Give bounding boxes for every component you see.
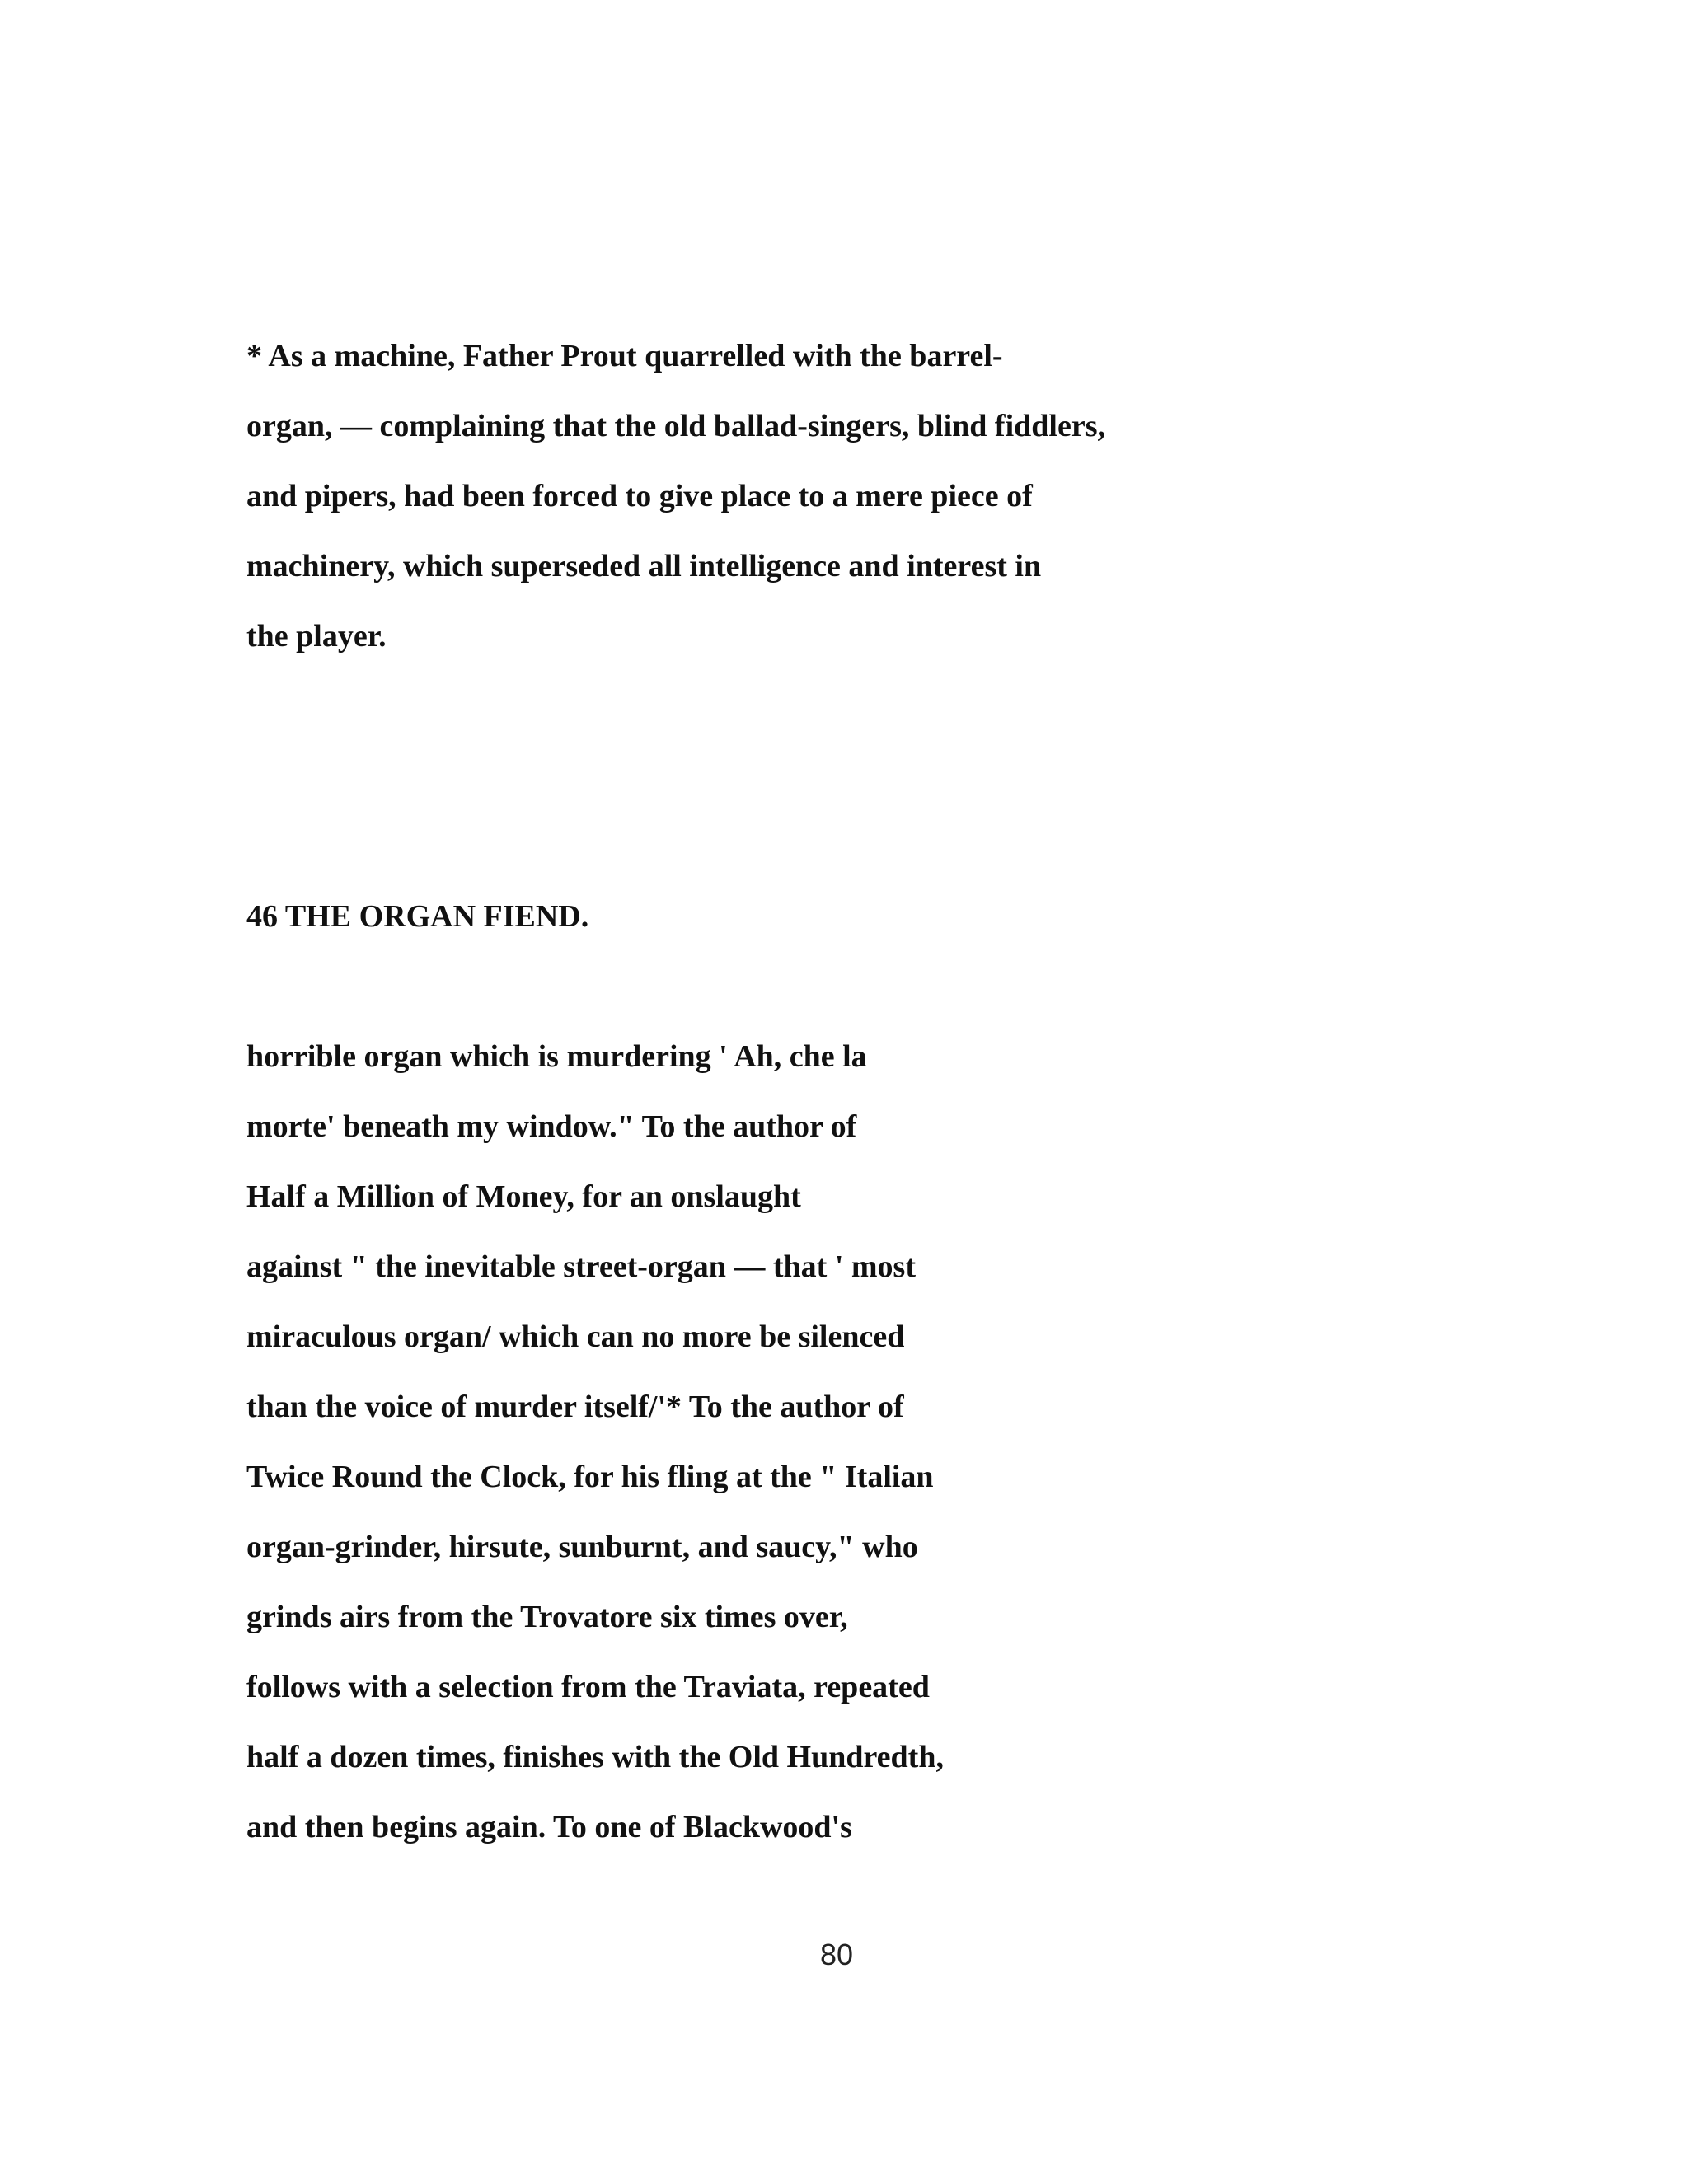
body-line: follows with a selection from the Traviata, repeated <box>246 1670 930 1704</box>
page-number: 80 <box>819 1938 854 1971</box>
body-line: horrible organ which is murdering ' Ah, che la <box>246 1039 867 1074</box>
body-line: grinds airs from the Trovatore six times over, <box>246 1600 848 1634</box>
body-line: organ-grinder, hirsute, sunburnt, and saucy," who <box>246 1530 918 1564</box>
body-line: than the voice of murder itself/'* To the author of <box>246 1390 904 1424</box>
footnote-line: the player. <box>246 619 387 654</box>
body-line: morte' beneath my window." To the author of <box>246 1109 857 1144</box>
footnote-line: * As a machine, Father Prout quarrelled with the barrel- <box>246 339 1003 373</box>
running-head: 46 THE ORGAN FIEND. <box>246 899 589 934</box>
body-line: Twice Round the Clock, for his fling at the " Italian <box>246 1460 934 1494</box>
footnote-line: organ, — complaining that the old ballad-singers, blind fiddlers, <box>246 409 1105 443</box>
footnote-line: machinery, which superseded all intelligence and interest in <box>246 549 1042 583</box>
body-line: miraculous organ/ which can no more be silenced <box>246 1319 905 1354</box>
footnote-line: and pipers, had been forced to give place to a mere piece of <box>246 479 1033 513</box>
body-line: and then begins again. To one of Blackwood's <box>246 1810 852 1844</box>
body-line: against " the inevitable street-organ — that ' most <box>246 1249 916 1284</box>
body-line: Half a Million of Money, for an onslaught <box>246 1179 801 1214</box>
body-line: half a dozen times, finishes with the Old Hundredth, <box>246 1740 944 1774</box>
